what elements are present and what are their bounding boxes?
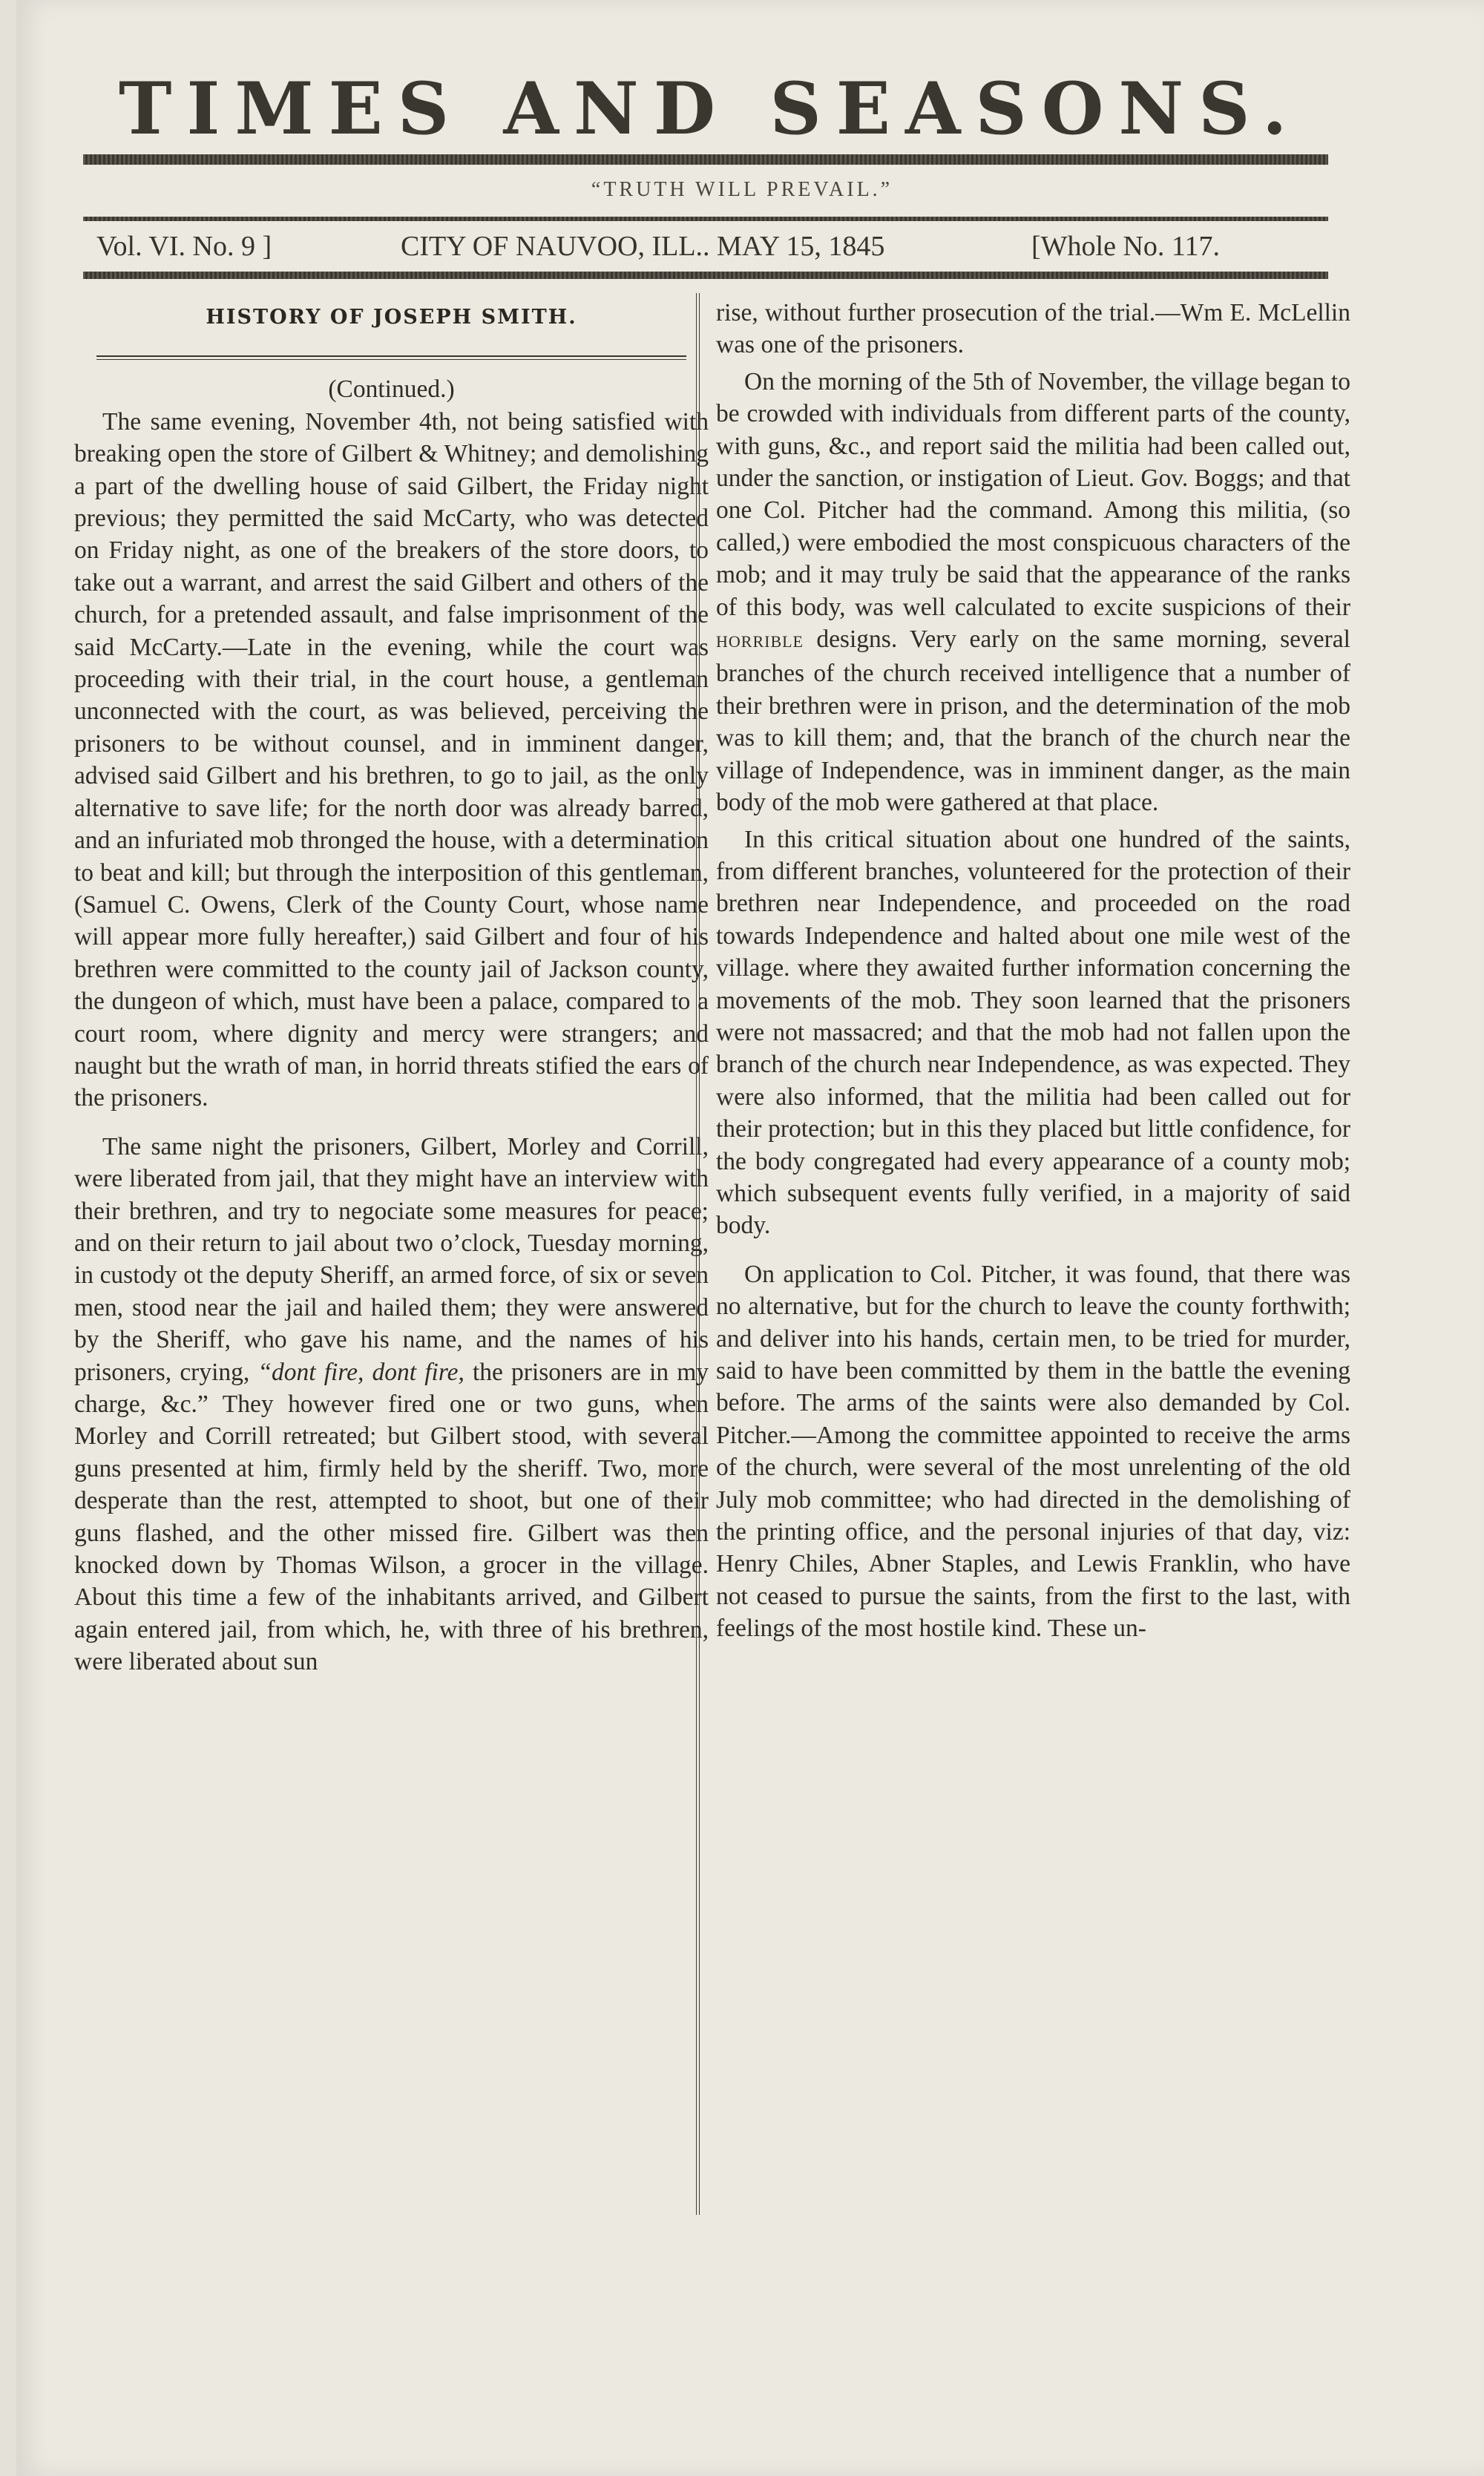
small-caps-word: HORRIBLE — [716, 632, 804, 651]
paragraph-text: designs. Very early on the same morning, several branches of the church received intelligence that a number of their brethren were in prison, and the determination of the mob was to kill them; and, that the branch of the church near the village of Independence, was in imminent danger, as the main body of the mob were gathered at that place. — [716, 625, 1350, 817]
article-heading: HISTORY OF JOSEPH SMITH. — [206, 306, 577, 329]
paragraph-text: the prisoners are in my charge, &c.” They however fired one or two guns, when Morley and Corrill retreated; but Gilbert stood, with several guns presented at him, firmly held by the sheriff. Two, more desperate than the rest, attempted to shoot, but one of their guns flashed, and the other missed fire. Gilbert was then knocked down by Thomas Wilson, a grocer in the village. About this time a few of the inhabitants arrived, and Gilbert again entered jail, from which, he, with three of his brethren, were liberated about sun — [74, 1358, 709, 1676]
continued-note: (Continued.) — [328, 375, 455, 404]
place-and-date: CITY OF NAUVOO, ILL.. MAY 15, 1845 — [401, 231, 885, 262]
masthead-rule-top — [83, 154, 1328, 165]
paragraph-text: On the morning of the 5th of November, the village began to be crowded with individuals from different parts of the county, with guns, &c., and report said the militia had been called out, under the sanction, or instigation of Lieut. Gov. Boggs; and that one Col. Pitcher had the command. Among this militia, (so called,) were embodied the most conspicuous characters of the mob; and it may truly be said that the appearance of the ranks of this body, was well calculated to excite suspicions of their — [716, 367, 1350, 621]
paragraph-text: The same night the prisoners, Gilbert, Morley and Corrill, were liberated from jail, that they might have an interview with their brethren, and try to negociate some measures for peace; and on their return to jail about two o’clock, Tuesday morning, in custody ot the deputy Sheriff, an armed force, of six or seven men, stood near the jail and hailed them; they were answered by the Sheriff, who gave his name, and the names of his prisoners, crying, — [74, 1132, 709, 1386]
heading-rule — [96, 355, 686, 360]
paragraph: The same evening, November 4th, not being satisfied with breaking open the store of Gilbert & Whitney; and demolishing a part of the dwelling house of said Gilbert, the Friday night previous; they permitted the said McCarty, who was detected on Friday night, as one of the breakers of the store doors, to take out a warrant, and arrest the said Gilbert and others of the church, for a pretended assault, and false imprisonment of the said McCarty.—Late in the evening, while the court was proceeding with their trial, in the court house, a gentleman unconnected with the court, as was believed, perceiving the prisoners to be without counsel, and in imminent danger, advised said Gilbert and his brethren, to go to jail, as the only alternative to save life; for the north door was already barred, and an infuriated mob thronged the house, with a determination to beat and kill; but through the interposition of this gentleman, (Samuel C. Owens, Clerk of the County Court, whose name will appear more fully hereafter,) said Gilbert and four of his brethren were committed to the county jail of Jackson county, the dungeon of which, must have been a palace, compared to a court room, where dignity and mercy were strangers; and naught but the wrath of man, in horrid threats stified the ears of the prisoners. — [74, 407, 709, 1112]
infoline-rule-top — [83, 217, 1328, 221]
paragraph — [74, 1131, 709, 1678]
paragraph: In this critical situation about one hundred of the saints, from different branches, volunteered for the protection of their brethren near Independence, and proceeded on the road towards Independence and halted about one mile west of the village. where they awaited further information concerning the movements of the mob. They soon learned that the prisoners were not massacred; and that the mob had not fallen upon the branch of the church near Independence, as was expected. They were also informed, that the militia had been called out for their protection; but in this they placed but little confidence, for the body congregated had every appearance of a county mob; which subsequent events fully verified, in a majority of said body. — [716, 825, 1350, 1240]
paragraph: On application to Col. Pitcher, it was found, that there was no alternative, but for the church to leave the county forthwith; and deliver into his hands, certain men, to be tried for murder, said to have been committed by them in the battle the evening before. The arms of the saints were also demanded by Col. Pitcher.—Among the committee appointed to receive the arms of the church, were several of the most unrelenting of the old July mob committee; who had directed in the demolishing of the printing office, and the personal injuries of that day, viz: Henry Chiles, Abner Staples, and Lewis Franklin, who have not ceased to pursue the saints, from the first to the last, with feelings of the most hostile kind. These un- — [716, 1260, 1350, 1643]
article-column-1 — [74, 298, 709, 1678]
masthead-title: TIMES AND SEASONS. — [119, 67, 1302, 151]
whole-number: [Whole No. 117. — [1031, 231, 1220, 262]
infoline-rule-bottom — [83, 272, 1328, 279]
volume-number: Vol. VI. No. 9 ] — [96, 231, 272, 262]
paragraph — [716, 366, 1350, 819]
masthead-motto: “TRUTH WILL PREVAIL.” — [591, 178, 893, 201]
article-column-2 — [716, 297, 1350, 1645]
paragraph: rise, without further prosecution of the trial.—Wm E. McLellin was one of the prisoners. — [716, 299, 1350, 359]
quoted-cry: “dont fire, dont fire, — [257, 1358, 464, 1386]
